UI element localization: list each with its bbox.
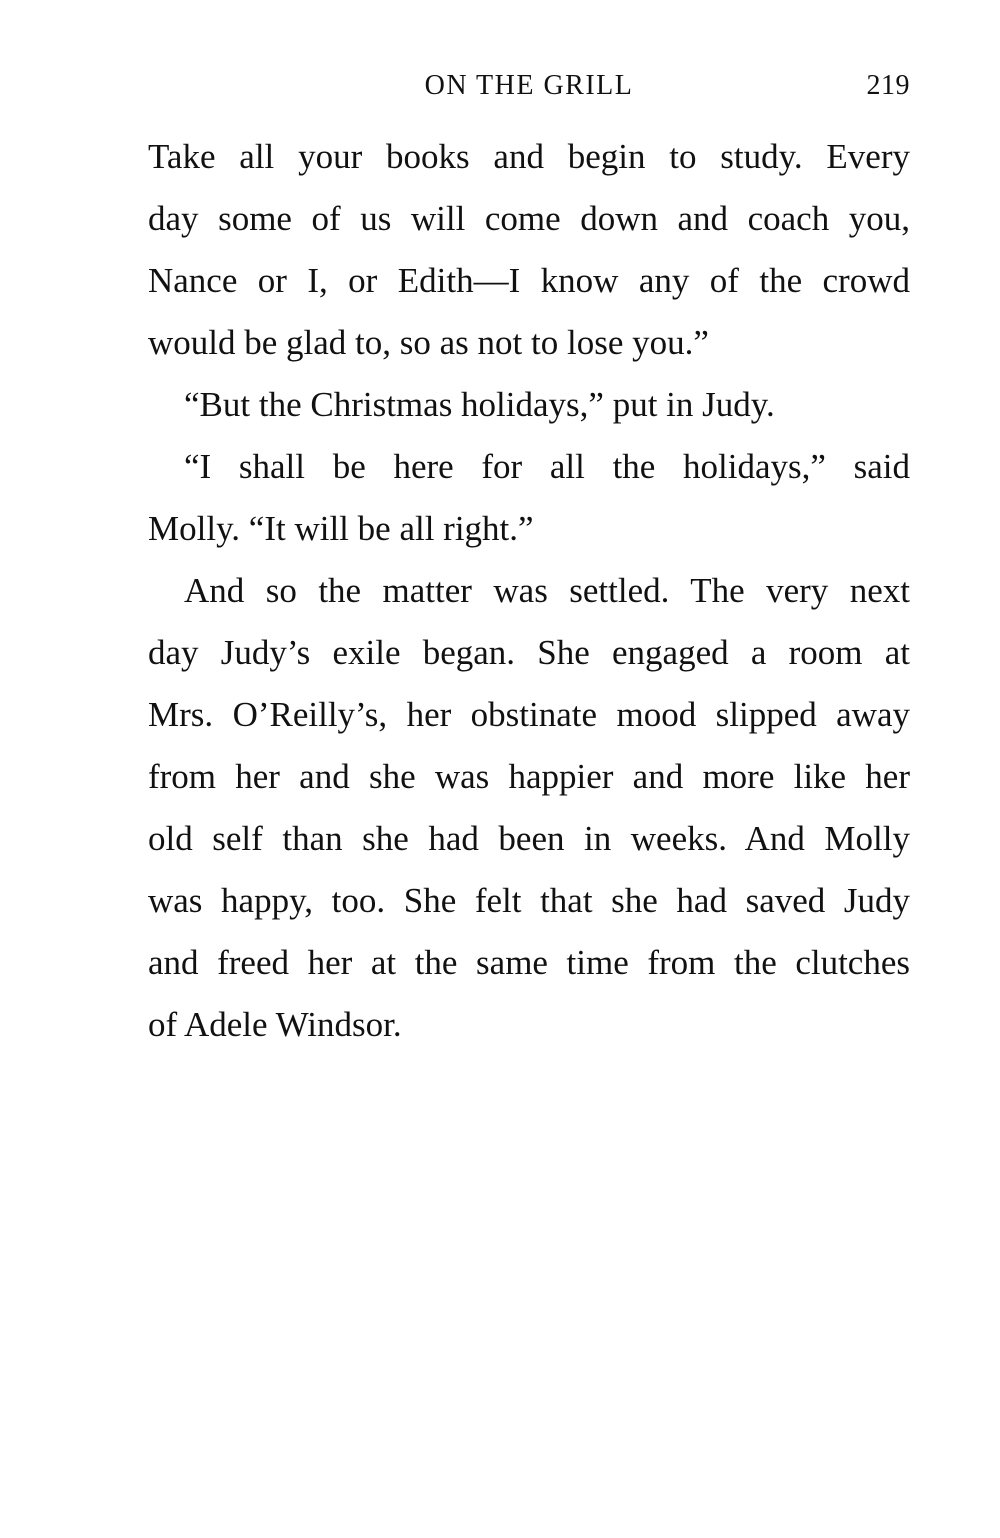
text-line: of Adele Windsor. — [148, 1005, 402, 1044]
text-line: day some of us will come down and coach you, — [148, 199, 910, 238]
text-line: Nance or I, or Edith—I know any of the crowd — [148, 261, 910, 300]
text-line: Molly. “It will be all right.” — [148, 509, 534, 548]
text-line: old self than she had been in weeks. And Molly — [148, 819, 910, 858]
page-number: 219 — [866, 70, 910, 101]
text-line: And so the matter was settled. The very next — [184, 571, 910, 610]
text-line: “I shall be here for all the holidays,” said — [184, 447, 910, 486]
text-line: and freed her at the same time from the clutches — [148, 943, 910, 982]
text-line: was happy, too. She felt that she had saved Judy — [148, 881, 910, 920]
body-text — [148, 126, 910, 1056]
text-line: “But the Christmas holidays,” put in Judy. — [184, 385, 775, 424]
running-title: ON THE GRILL — [424, 70, 634, 101]
text-line: from her and she was happier and more like her — [148, 757, 910, 796]
text-line: would be glad to, so as not to lose you.” — [148, 323, 709, 362]
text-line: day Judy’s exile began. She engaged a room at — [148, 633, 910, 672]
text-line: Mrs. O’Reilly’s, her obstinate mood slipped away — [148, 695, 910, 734]
text-line: Take all your books and begin to study. Every — [148, 137, 910, 176]
running-head — [148, 70, 910, 110]
